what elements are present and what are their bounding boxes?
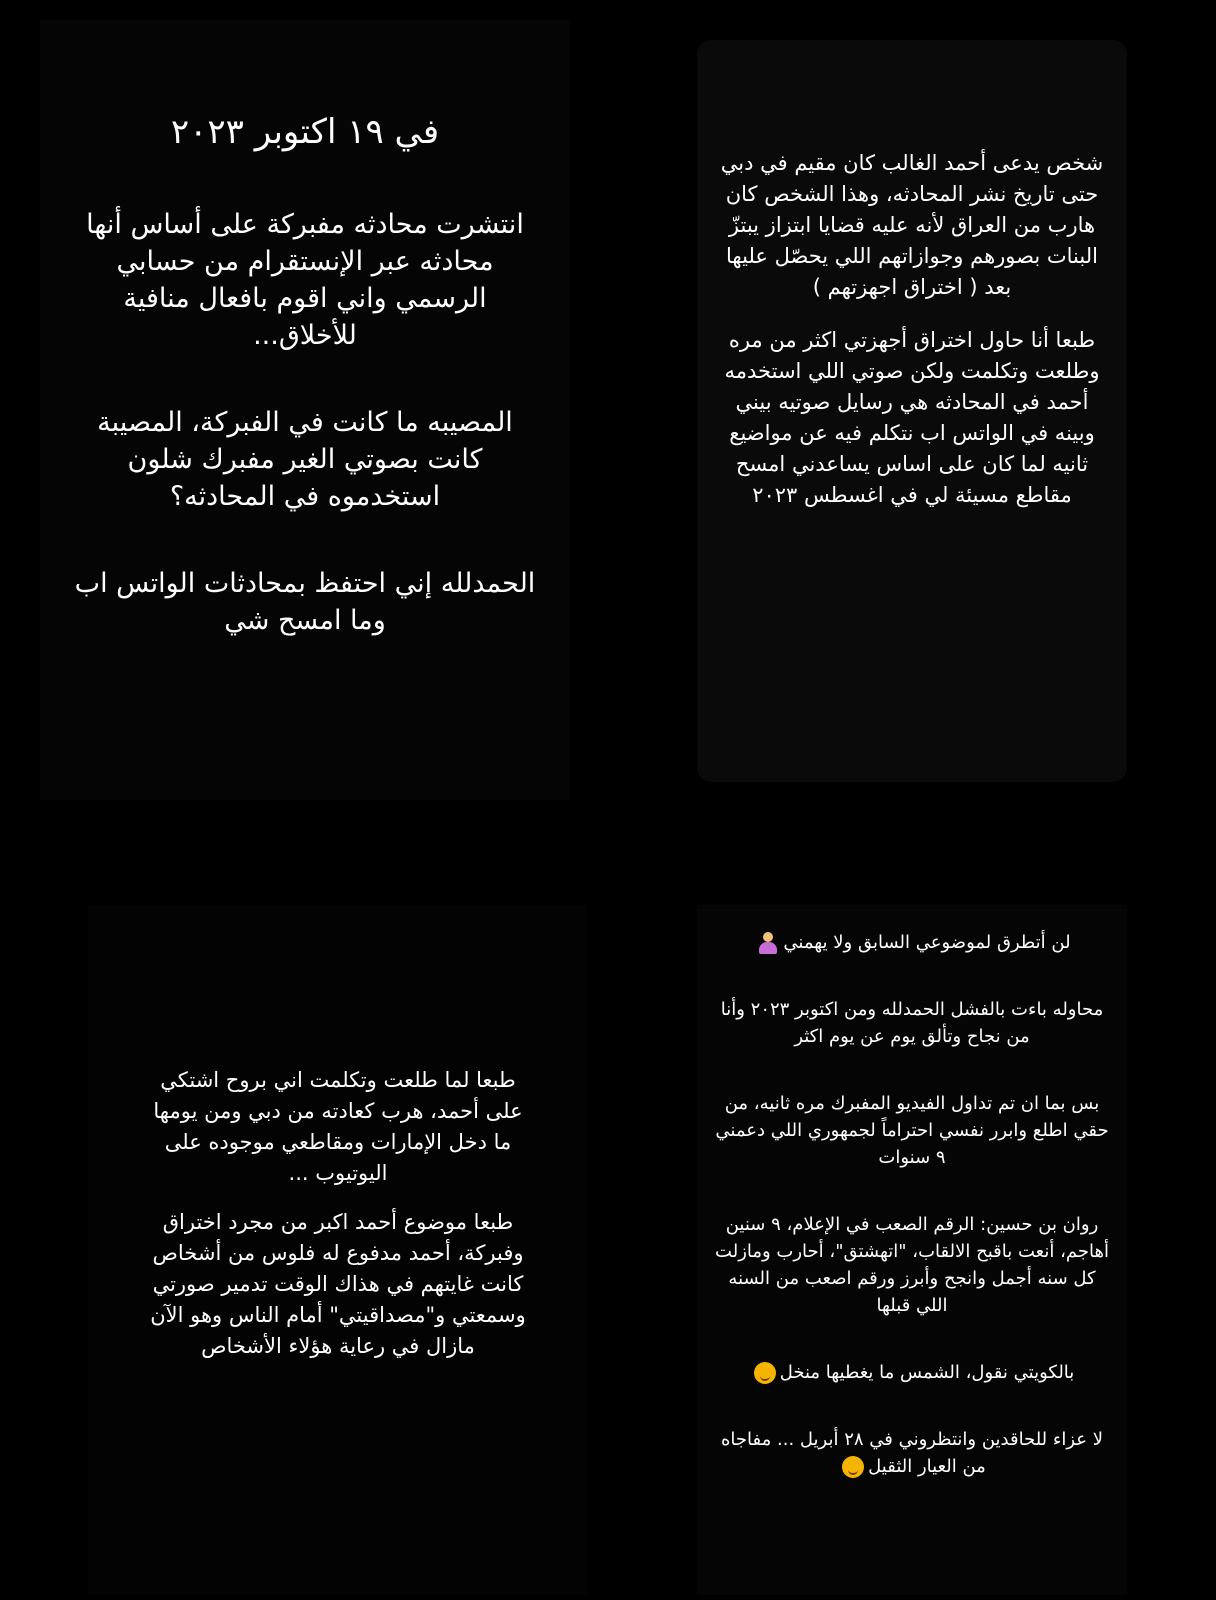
story-panel-bottom-left bbox=[88, 905, 588, 1595]
paragraph-text: لن أتطرق لموضوعي السابق ولا يهمني bbox=[783, 932, 1071, 953]
paragraph-with-emoji bbox=[697, 1426, 1127, 1480]
paragraph: شخص يدعى أحمد الغالب كان مقيم في دبي حتى تاريخ نشر المحادثه، وهذا الشخص كان هارب من العراق لأنه عليه قضايا ابتزاز يبتزّ البنات بصورهم وجوازاتهم اللي يحصّل عليها بعد ( اختراق اجهزتهم ) bbox=[720, 151, 1104, 299]
paragraph: طبعا موضوع أحمد اكبر من مجرد اختراق وفبركة، أحمد مدفوع له فلوس من أشخاص كانت غايتهم في هذاك الوقت تدمير صورتي وسمعتي و"مصداقيتي" أمام الناس وهو الآن مازال في رعاية هؤلاء الأشخاص bbox=[150, 1210, 526, 1358]
paragraph: الحمدلله إني احتفظ بمحادثات الواتس اب وما امسح شي bbox=[74, 568, 536, 636]
paragraph-with-emoji bbox=[697, 929, 1127, 956]
paragraph: بس بما ان تم تداول الفيديو المفبرك مره ثانيه، من حقي اطلع وابرر نفسي احتراماً لجمهوري اللي دعمني ٩ سنوات bbox=[715, 1093, 1109, 1168]
paragraph: طبعا لما طلعت وتكلمت اني بروح اشتكي على أحمد، هرب كعادته من دبي ومن يومها ما دخل الإمارات ومقاطعي موجوده على اليوتيوب ... bbox=[153, 1068, 523, 1185]
paragraph-text: لا عزاء للحاقدين وانتظروني في ٢٨ أبريل ... مفاجاه من العيار الثقيل bbox=[721, 1429, 1103, 1477]
paragraph: محاوله باءت بالفشل الحمدلله ومن اكتوبر ٢٠٢٣ وأنا من نجاح وتألق يوم عن يوم اكثر bbox=[720, 999, 1104, 1047]
paragraph: طبعا أنا حاول اختراق أجهزتي اكثر من مره وطلعت وتكلمت ولكن صوتي اللي استخدمه أحمد في المحادثه هي رسايل صوتيه بيني وبينه في الواتس اب نتكلم فيه عن مواضيع ثانيه لما كان على اساس يساعدني امسح مقاطع مسيئة لي في اغسطس ٢٠٢٣ bbox=[724, 328, 1100, 507]
smiling-face-icon bbox=[754, 1362, 776, 1384]
panel-title: في ١٩ اكتوبر ٢٠٢٣ bbox=[170, 112, 440, 152]
paragraph: المصيبه ما كانت في الفبركة، المصيبة كانت بصوتي الغير مفبرك شلون استخدموه في المحادثه؟ bbox=[97, 407, 513, 512]
story-panel-bottom-right bbox=[697, 905, 1127, 1595]
paragraph: روان بن حسين: الرقم الصعب في الإعلام، ٩ سنين أهاجم، أنعت باقبح الالقاب، "اتهشتق"، أحارب ومازلت كل سنه أجمل وانجح وأبرز ورقم اصعب من السنه اللي قبلها bbox=[715, 1214, 1109, 1316]
person-shrugging-icon bbox=[757, 932, 779, 954]
paragraph: انتشرت محادثه مفبركة على أساس أنها محادثه عبر الإنستقرام من حسابي الرسمي واني اقوم بافعال منافية للأخلاق... bbox=[86, 209, 524, 351]
winking-face-icon bbox=[842, 1456, 864, 1478]
paragraph-with-emoji bbox=[697, 1359, 1127, 1386]
story-panel-top-right bbox=[697, 40, 1127, 782]
story-panel-top-left bbox=[40, 20, 570, 800]
paragraph-text: بالكويتي نقول، الشمس ما يغطيها منخل bbox=[779, 1362, 1075, 1383]
